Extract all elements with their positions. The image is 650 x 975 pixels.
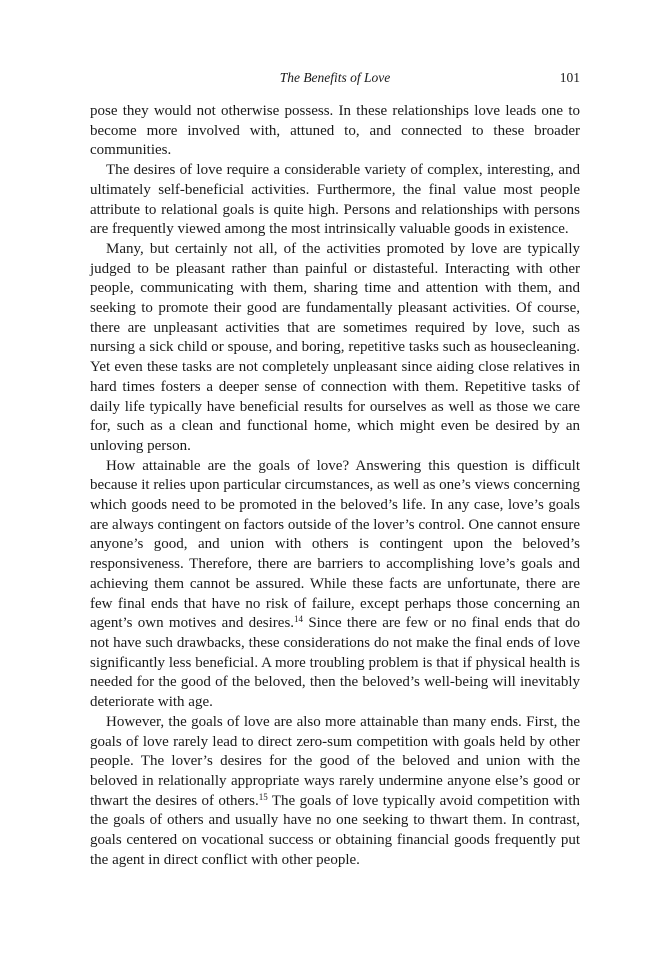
paragraph-3: Many, but certainly not all, of the activities promoted by love are typically judged to be pleasant rather than painful or distasteful. Interacting with other people, communicating with them, sharing time and attention with them, and seeking to promote their good are fundamentally pleasant activities. Of course, there are unpleasant activities that are sometimes required by love, such as nursing a sick child or spouse, and boring, repetitive tasks such as housecleaning. Yet even these tasks are not completely unpleasant since aiding close relatives in hard times fosters a deeper sense of connection with them. Repetitive tasks of daily life typically have beneficial results for ourselves as well as those we care for, such as a clean and functional home, which might even be desired by an unloving person.: [90, 240, 580, 454]
footnote-ref-15[interactable]: 15: [258, 791, 268, 802]
paragraph-4: [90, 457, 580, 713]
book-page: [90, 64, 580, 870]
paragraph-4-text-a: How attainable are the goals of love? Answering this question is difficult because it relies upon particular circumstances, as well as one’s views concerning which goods need to be promoted in the beloved’s life. In any case, love’s goals are always contingent on factors outside of the lover’s control. One cannot ensure anyone’s good, and union with others is contingent upon the beloved’s responsiveness. Therefore, there are barriers to accomplishing love’s goals and achieving them cannot be assured. While these facts are unfortunate, there are few final ends that have no risk of failure, except perhaps those concerning an agent’s own motives and desires.: [90, 457, 580, 632]
paragraph-5: [90, 713, 580, 871]
running-head: [90, 64, 580, 86]
paragraph-2: The desires of love require a considerable variety of complex, interesting, and ultimately self-beneficial activities. Furthermore, the final value most people attribute to relational goals is quite high. Persons and relationships with persons are frequently viewed among the most intrinsically valuable goods in existence.: [90, 162, 580, 238]
page-number: 101: [559, 70, 580, 85]
paragraph-1: pose they would not otherwise possess. In these relationships love leads one to become more involved with, attuned to, and connected to these broader communities.: [90, 103, 580, 159]
running-title: The Benefits of Love: [279, 70, 391, 85]
footnote-ref-14[interactable]: 14: [294, 614, 304, 625]
paragraph-5-text-a: However, the goals of love are also more attainable than many ends. First, the goals of love rarely lead to direct zero-sum competition with goals held by other people. The lover’s desires for the good of the beloved and union with the beloved in relationally appropriate ways rarely undermine anyone else’s good or thwart the desires of others.: [90, 713, 580, 809]
body-text: [90, 102, 580, 870]
paragraph-4-text-b: Since there are few or no final ends that do not have such drawbacks, these considerations do not make the final ends of love significantly less beneficial. A more troubling problem is that if physical health is needed for the good of the beloved, then the beloved’s well-being will inevitably deteriorate with age.: [90, 615, 580, 711]
paragraph-5-text-b: The goals of love typically avoid competition with the goals of others and usually have no one seeking to thwart them. In contrast, goals centered on vocational success or obtaining financial goods frequently put the agent in direct conflict with other people.: [90, 792, 580, 868]
